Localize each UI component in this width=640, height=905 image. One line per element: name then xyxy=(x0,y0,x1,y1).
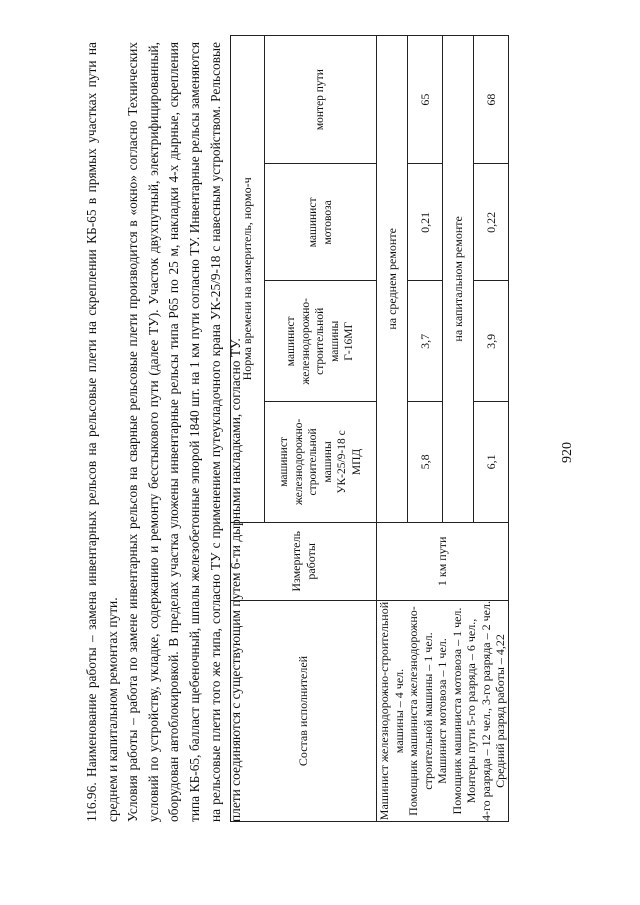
value-medium-track-fitter: 65 xyxy=(408,36,442,164)
value-capital-track-fitter: 68 xyxy=(474,36,508,164)
work-title: 116.96. Наименование работы – замена инвентарных рельсов на рельсовые плети на скреплении КБ-65 в прямых участках пути на среднем и капитальном ремонтах пути. xyxy=(84,42,120,822)
work-description xyxy=(82,42,247,822)
value-medium-uk25: 5,8 xyxy=(408,402,442,523)
unit-cell: 1 км пути xyxy=(377,522,509,600)
subheader-motovoz: машинист мотовоза xyxy=(265,164,377,281)
value-medium-motovoz: 0,21 xyxy=(408,164,442,281)
composition-cell: Машинист железнодорожно-строительной машины – 4 чел. Помощник машиниста железнодорожно- строительной машины – 1 чел. Машинист мотовоза – 1 чел. Помощник машиниста мотовоза – 1 чел. Монтеры пути 5-го разряда – 6 чел., 4-го разряда – 12 чел., 3-го разряда – 2 чел. Средний разряд работы – 4,22 xyxy=(377,601,507,821)
header-unit: Измеритель работы xyxy=(231,522,377,600)
norm-table xyxy=(230,35,509,822)
value-capital-uk25: 6,1 xyxy=(474,402,508,523)
value-capital-motovoz: 0,22 xyxy=(474,164,508,281)
subheader-uk25: машинист железнодорожно- строительной машины УК-25/9-18 с МПД xyxy=(265,402,377,523)
section-capital: на капитальном ремонте xyxy=(442,36,473,523)
section-medium: на среднем ремонте xyxy=(377,36,408,523)
header-norm: Норма времени на измеритель, нормо-ч xyxy=(231,36,265,523)
subheader-track-fitter: монтер пути xyxy=(265,36,377,164)
page-number: 920 xyxy=(560,442,575,463)
subheader-g16mg: машинист железнодорожно- строительной машины Г-16МГ xyxy=(265,281,377,402)
work-conditions: Условия работы – работа по замене инвентарных рельсов на сварные рельсовые плети производится в «окно» согласно Технических условий по устройству, укладке, содержанию и ремонту бесстыкового пути (далее ТУ). Участок двухпутный, электрифицированный, оборудован автоблокировкой. В пределах участка уложены инвентарные рельсы типа Р65 по 25 м, накладки 4-х дырные, скрепления типа КБ-65, балласт щебеночный, шпалы железобетонные эпюрой 1840 шт. на 1 км пути согласно ТУ. Инвентарные рельсы заменяются на рельсовые плети того же типа, согласно ТУ с применением путеукладочного крана УК-25/9-18 с навесным устройством. Рельсовые плети соединяются с существующим путем 6-ти дырными накладками, согласно ТУ. xyxy=(125,42,244,822)
value-medium-g16mg: 3,7 xyxy=(408,281,442,402)
header-composition: Состав исполнителей xyxy=(231,601,377,822)
value-capital-g16mg: 3,9 xyxy=(474,281,508,402)
